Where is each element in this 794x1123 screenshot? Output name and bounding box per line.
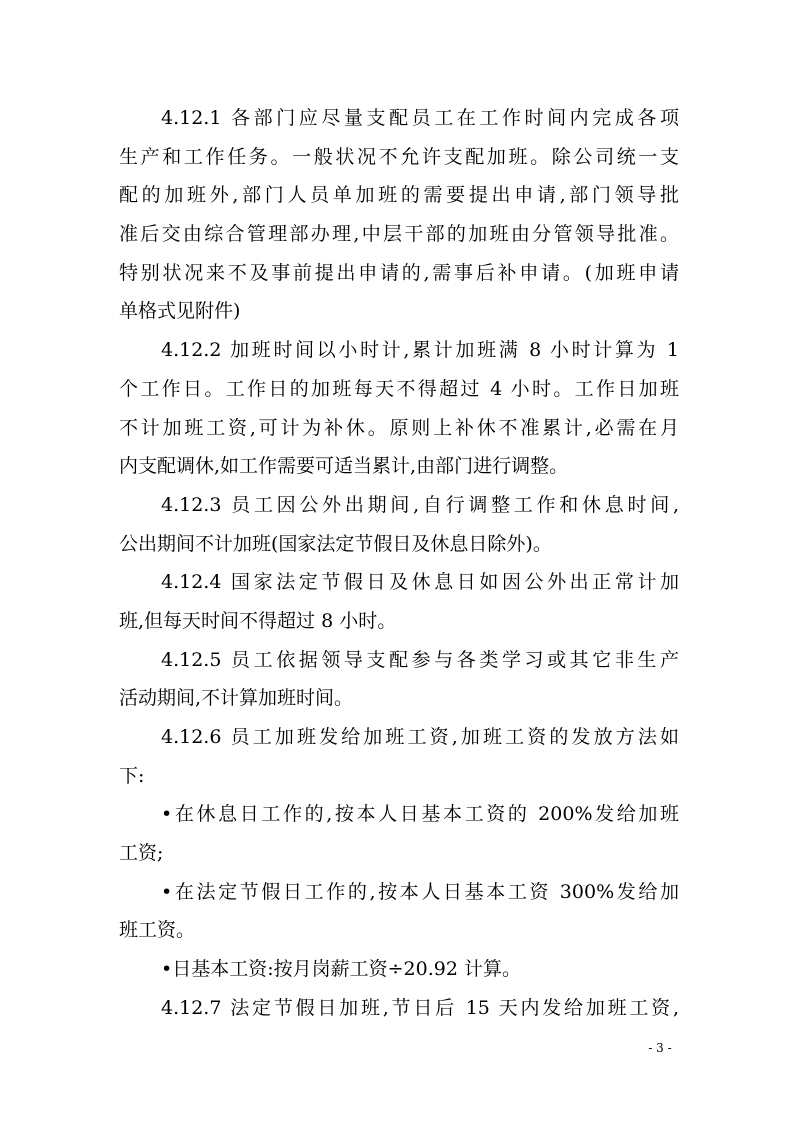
text-line: •日基本工资:按月岗薪工资÷20.92 计算。 xyxy=(161,958,521,981)
text-line: •在休息日工作的,按本人日基本工资的 200%发给加班 xyxy=(161,803,679,826)
text-line: 班,但每天时间不得超过 8 小时。 xyxy=(119,609,397,632)
text-line: 个工作日。工作日的加班每天不得超过 4 小时。工作日加班 xyxy=(119,377,679,400)
text-line: 4.12.6 员工加班发给加班工资,加班工资的发放方法如 xyxy=(161,726,679,748)
text-line: 4.12.2 加班时间以小时计,累计加班满 8 小时计算为 1 xyxy=(161,339,679,362)
text-line: •在法定节假日工作的,按本人日基本工资 300%发给加 xyxy=(161,880,679,903)
text-line: 单格式见附件) xyxy=(119,300,241,323)
text-line: 4.12.4 国家法定节假日及休息日如因公外出正常计加 xyxy=(161,571,679,594)
text-line: 特别状况来不及事前提出申请的,需事后补申请。(加班申请 xyxy=(119,261,679,284)
page-number: - 3 - xyxy=(648,1041,672,1055)
text-line: 内支配调休,如工作需要可适当累计,由部门进行调整。 xyxy=(119,455,569,478)
text-line: 工资; xyxy=(119,842,164,865)
text-line: 下: xyxy=(119,764,145,787)
text-line: 4.12.7 法定节假日加班,节日后 15 天内发给加班工资, xyxy=(161,996,679,1019)
text-line: 生产和工作任务。一般状况不允许支配加班。除公司统一支 xyxy=(119,145,679,168)
text-line: 配的加班外,部门人员单加班的需要提出申请,部门领导批 xyxy=(119,184,679,207)
text-line: 4.12.3 员工因公外出期间,自行调整工作和休息时间, xyxy=(161,493,679,516)
text-line: 4.12.1 各部门应尽量支配员工在工作时间内完成各项 xyxy=(161,107,679,129)
document-body xyxy=(119,99,679,1028)
text-line: 公出期间不计加班(国家法定节假日及休息日除外)。 xyxy=(119,532,552,555)
text-line: 班工资。 xyxy=(119,919,196,942)
text-line: 4.12.5 员工依据领导支配参与各类学习或其它非生产 xyxy=(161,648,679,671)
text-line: 不计加班工资,可计为补休。原则上补休不准累计,必需在月 xyxy=(119,416,679,439)
text-line: 活动期间,不计算加班时间。 xyxy=(119,687,354,710)
text-line: 准后交由综合管理部办理,中层干部的加班由分管领导批准。 xyxy=(119,223,679,246)
